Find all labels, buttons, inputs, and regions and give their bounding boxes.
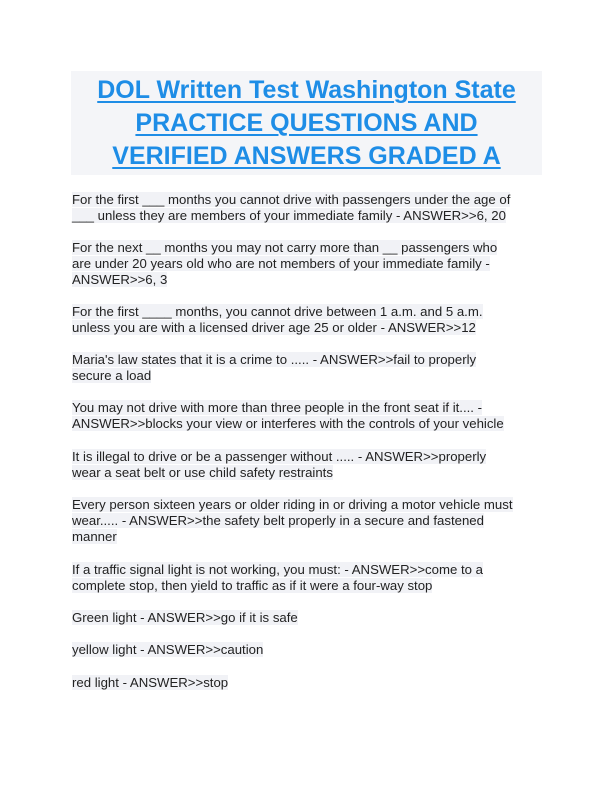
qa-item-6 [72,449,544,481]
qa-line: manner [72,529,117,544]
title-line-2: PRACTICE QUESTIONS AND [135,109,478,137]
qa-line: wear a seat belt or use child safety restraints [72,465,333,480]
qa-line: For the first ____ months, you cannot drive between 1 a.m. and 5 a.m. [72,304,483,319]
qa-line: red light - ANSWER>>stop [72,675,229,690]
qa-line: ANSWER>>blocks your view or interferes with the controls of your vehicle [72,416,504,431]
qa-line: secure a load [72,368,152,383]
qa-item-11 [72,675,544,691]
qa-line: are under 20 years old who are not members of your immediate family - [72,256,490,271]
qa-item-2 [72,240,544,288]
qa-line: ___ unless they are members of your immediate family - ANSWER>>6, 20 [72,208,506,223]
title-box [71,71,542,175]
qa-item-4 [72,352,544,384]
qa-line: Green light - ANSWER>>go if it is safe [72,610,298,625]
qa-line: It is illegal to drive or be a passenger without ..... - ANSWER>>properly [72,449,487,464]
qa-line: You may not drive with more than three people in the front seat if it.... - [72,400,483,415]
qa-line: For the first ___ months you cannot drive with passengers under the age of [72,192,511,207]
qa-item-10 [72,642,544,658]
qa-item-3 [72,304,544,336]
qa-line: ANSWER>>6, 3 [72,272,168,287]
title-line-1: DOL Written Test Washington State [97,76,516,104]
qa-item-5 [72,400,544,432]
qa-item-9 [72,610,544,626]
qa-item-8 [72,562,544,594]
qa-line: Every person sixteen years or older riding in or driving a motor vehicle must [72,497,513,512]
qa-line: complete stop, then yield to traffic as if it were a four-way stop [72,578,433,593]
qa-line: yellow light - ANSWER>>caution [72,642,264,657]
qa-item-7 [72,497,544,545]
title-line-3: VERIFIED ANSWERS GRADED A [112,142,501,170]
qa-line: For the next __ months you may not carry more than __ passengers who [72,240,498,255]
qa-line: unless you are with a licensed driver age 25 or older - ANSWER>>12 [72,320,476,335]
qa-line: Maria's law states that it is a crime to ..... - ANSWER>>fail to properly [72,352,477,367]
qa-line: If a traffic signal light is not working, you must: - ANSWER>>come to a [72,562,483,577]
qa-line: wear..... - ANSWER>>the safety belt properly in a secure and fastened [72,513,484,528]
qa-item-1 [72,192,544,224]
